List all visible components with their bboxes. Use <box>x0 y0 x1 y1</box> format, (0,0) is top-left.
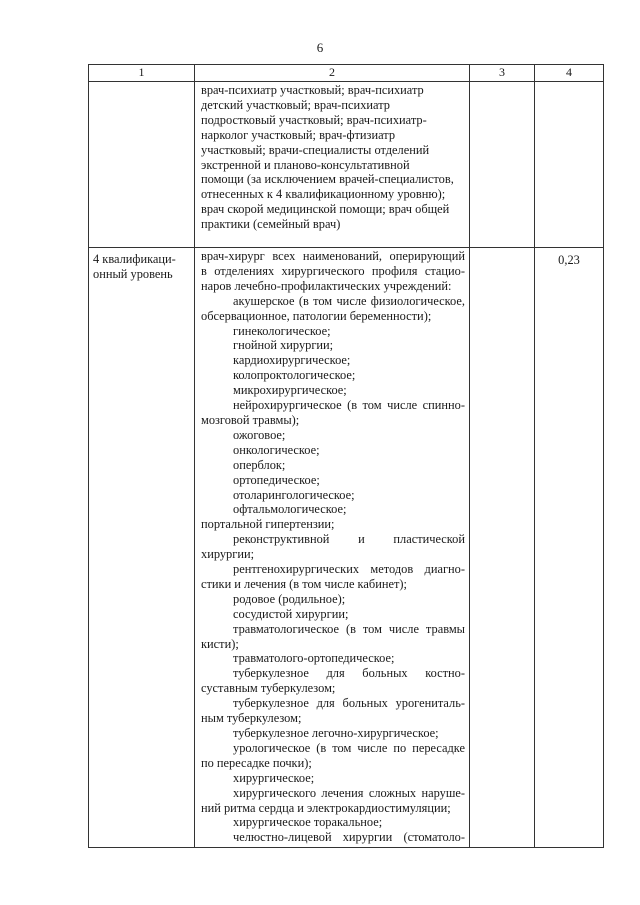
text-line: нейрохирургическое (в том числе спинно- <box>233 398 465 413</box>
positions-cell-level-4 <box>195 248 470 848</box>
text-line: челюстно-лицевой хирургии (стоматоло- <box>233 830 465 845</box>
text-line: гинекологическое; <box>233 323 331 338</box>
text-line: обсервационное, патологии беременности); <box>201 308 432 323</box>
text-line: кардиохирургическое; <box>233 353 351 368</box>
header-col-4: 4 <box>535 65 604 82</box>
text-line: микрохирургическое; <box>233 383 347 398</box>
text-line: суставным туберкулезом; <box>201 681 336 696</box>
text-line: туберкулезное легочно-хирургическое; <box>233 726 439 740</box>
text-line: хирургическое; <box>233 770 315 785</box>
text-line: практики (семейный врач) <box>201 217 341 232</box>
text-line: гнойной хирургии; <box>233 338 334 353</box>
text-line: подростковый участковый; врач-психиатр- <box>201 112 427 127</box>
text-line: хирургическое торакальное; <box>233 815 383 830</box>
text-line: отоларингологическое; <box>233 487 355 502</box>
page-number: 6 <box>316 40 324 55</box>
text-line: родовое (родильное); <box>233 591 346 606</box>
level-cell-empty <box>89 82 195 248</box>
col3-cell <box>470 248 535 848</box>
text-line: урологическое (в том числе по пересадке <box>233 740 465 755</box>
text-line: ным туберкулезом; <box>201 711 302 726</box>
text-line: акушерское (в том числе физиологическое, <box>233 293 465 308</box>
level-cell <box>89 248 195 848</box>
text-line: туберкулезное для больных урогениталь- <box>233 696 465 711</box>
text-line: онкологическое; <box>233 442 320 457</box>
text-line: сосудистой хирургии; <box>233 606 349 621</box>
text-line: наров лечебно-профилактических учреждений: <box>201 278 452 293</box>
text-line: стики и лечения (в том числе кабинет); <box>201 576 407 591</box>
text-line: кисти); <box>201 636 239 651</box>
text-line: хирургии; <box>201 547 255 562</box>
table-row-continuation <box>89 82 604 248</box>
text-line: детский участковый; врач-психиатр <box>201 97 390 112</box>
header-col-2: 2 <box>195 65 470 82</box>
text-line: ожоговое; <box>233 427 286 442</box>
header-col-1: 1 <box>89 65 195 82</box>
table-header-row <box>89 65 604 82</box>
text-line: ний ритма сердца и электрокардиостимуляции; <box>201 800 451 815</box>
text-line: мозговой травмы); <box>201 412 300 427</box>
text-line: ортопедическое; <box>233 472 320 487</box>
text-line: туберкулезное для больных костно- <box>233 666 465 681</box>
coefficient-cell: 0,23 <box>535 248 604 848</box>
text-line: участковый; врачи-специалисты отделений <box>201 142 430 157</box>
text-line: отнесенных к 4 квалификационному уровню); <box>201 187 446 202</box>
text-line: рентгенохирургических методов диагно- <box>233 562 465 577</box>
text-line: экстренной и планово-консультативной <box>201 157 410 172</box>
table-row-level-4 <box>89 248 604 848</box>
text-line: врач-психиатр участковый; врач-психиатр <box>201 83 424 97</box>
text-line: врач-хирург всех наименований, оперирующий <box>201 249 465 263</box>
text-line: портальной гипертензии; <box>201 517 335 532</box>
text-line: помощи (за исключением врачей-специалистов, <box>201 172 454 187</box>
text-line: хирургического лечения сложных наруше- <box>233 785 465 800</box>
text-line: травматологическое (в том числе травмы <box>233 621 465 636</box>
text-line: оперблок; <box>233 457 286 472</box>
text-line: офтальмологическое; <box>233 502 347 517</box>
level-label-line: онный уровень <box>93 266 173 281</box>
text-line: по пересадке почки); <box>201 755 312 770</box>
text-line: врач скорой медицинской помощи; врач общей <box>201 202 450 217</box>
header-col-3: 3 <box>470 65 535 82</box>
text-line: реконструктивной и пластической <box>233 532 465 547</box>
col3-cell-empty <box>470 82 535 248</box>
positions-cell-continuation <box>195 82 470 248</box>
text-line: нарколог участковый; врач-фтизиатр <box>201 127 396 142</box>
text-line: колопроктологическое; <box>233 368 356 383</box>
coefficient-cell-empty <box>535 82 604 248</box>
level-label-line: 4 квалификаци- <box>93 252 176 266</box>
text-line: в отделениях хирургического профиля стацио- <box>201 263 465 278</box>
text-line: травматолого-ортопедическое; <box>233 651 395 666</box>
qualification-table <box>88 64 604 848</box>
